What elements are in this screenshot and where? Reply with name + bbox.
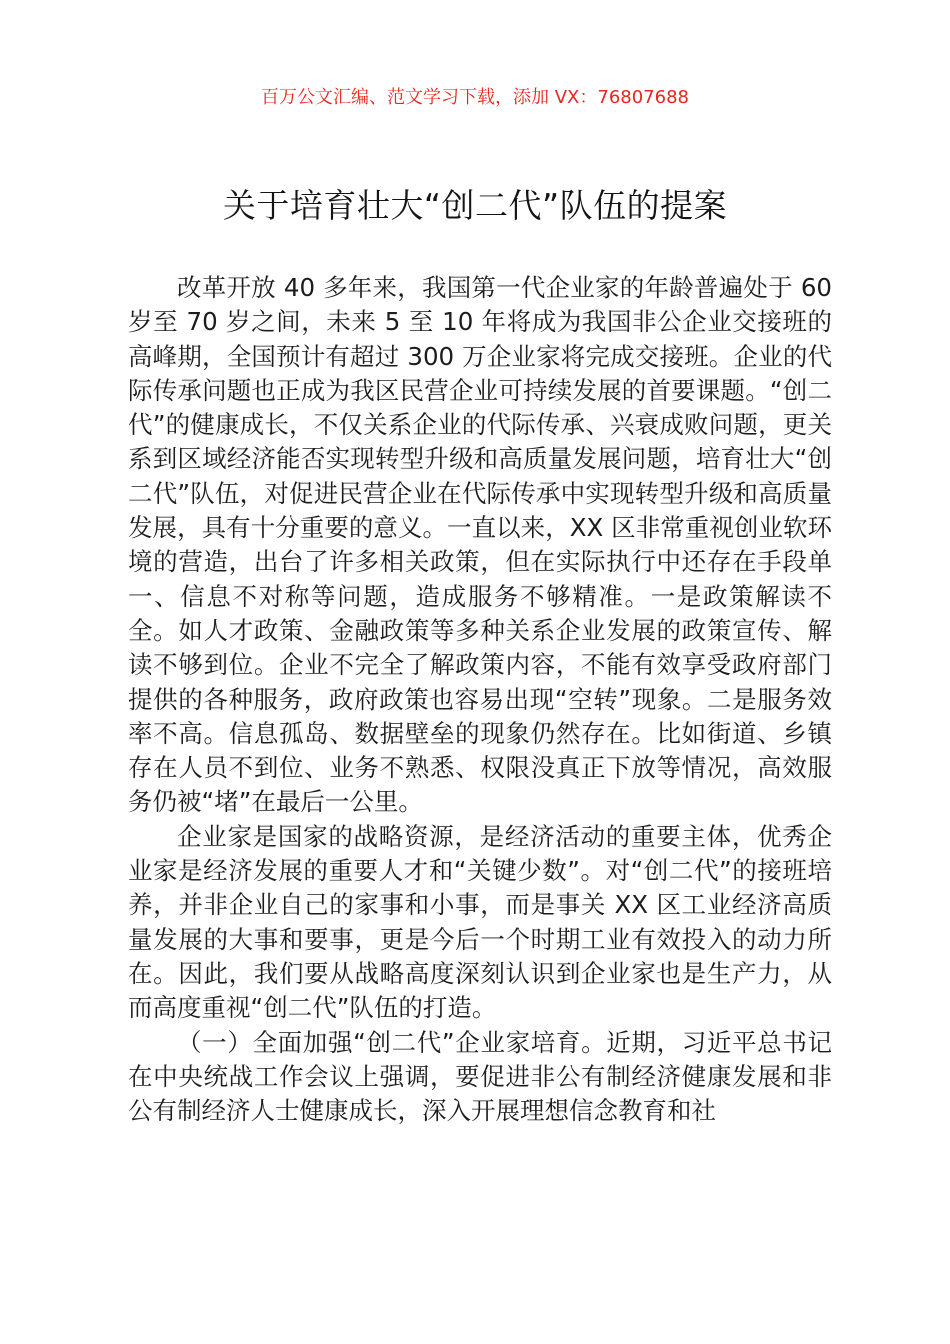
header-banner: 百万公文汇编、范文学习下载，添加 VX：76807688 — [261, 87, 689, 108]
document-body — [128, 271, 832, 1128]
paragraph: 企业家是国家的战略资源，是经济活动的重要主体，优秀企业家是经济发展的重要人才和“关键少数”。对“创二代”的接班培养，并非企业自己的家事和小事，而是事关 XX 区工业经济高质量发展的大事和要事，更是今后一个时期工业有效投入的动力所在。因此，我们要从战略高度深刻认识到企业家也是生产力，从而高度重视“创二代”队伍的打造。 — [128, 821, 832, 1023]
paragraph: （一）全面加强“创二代”企业家培育。近期，习近平总书记在中央统战工作会议上强调，要促进非公有制经济健康发展和非公有制经济人士健康成长，深入开展理想信念教育和社 — [128, 1027, 832, 1126]
paragraph: 改革开放 40 多年来，我国第一代企业家的年龄普遍处于 60 岁至 70 岁之间，未来 5 至 10 年将成为我国非公企业交接班的高峰期，全国预计有超过 300 万企业家将完成交接班。企业的代际传承问题也正成为我区民营企业可持续发展的首要课题。“创二代”的健康成长，不仅关系企业的代际传承、兴衰成败问题，更关系到区域经济能否实现转型升级和高质量发展问题，培育壮大“创二代”队伍，对促进民营企业在代际传承中实现转型升级和高质量发展，具有十分重要的意义。一直以来，XX 区非常重视创业软环境的营造，出台了许多相关政策，但在实际执行中还存在手段单一、信息不对称等问题，造成服务不够精准。一是政策解读不全。如人才政策、金融政策等多种关系企业发展的政策宣传、解读不够到位。企业不完全了解政策内容，不能有效享受政府部门提供的各种服务，政府政策也容易出现“空转”现象。二是服务效率不高。信息孤岛、数据壁垒的现象仍然存在。比如街道、乡镇存在人员不到位、业务不熟悉、权限没真正下放等情况，高效服务仍被“堵”在最后一公里。 — [128, 273, 832, 817]
document-title: 关于培育壮大“创二代”队伍的提案 — [222, 186, 728, 225]
